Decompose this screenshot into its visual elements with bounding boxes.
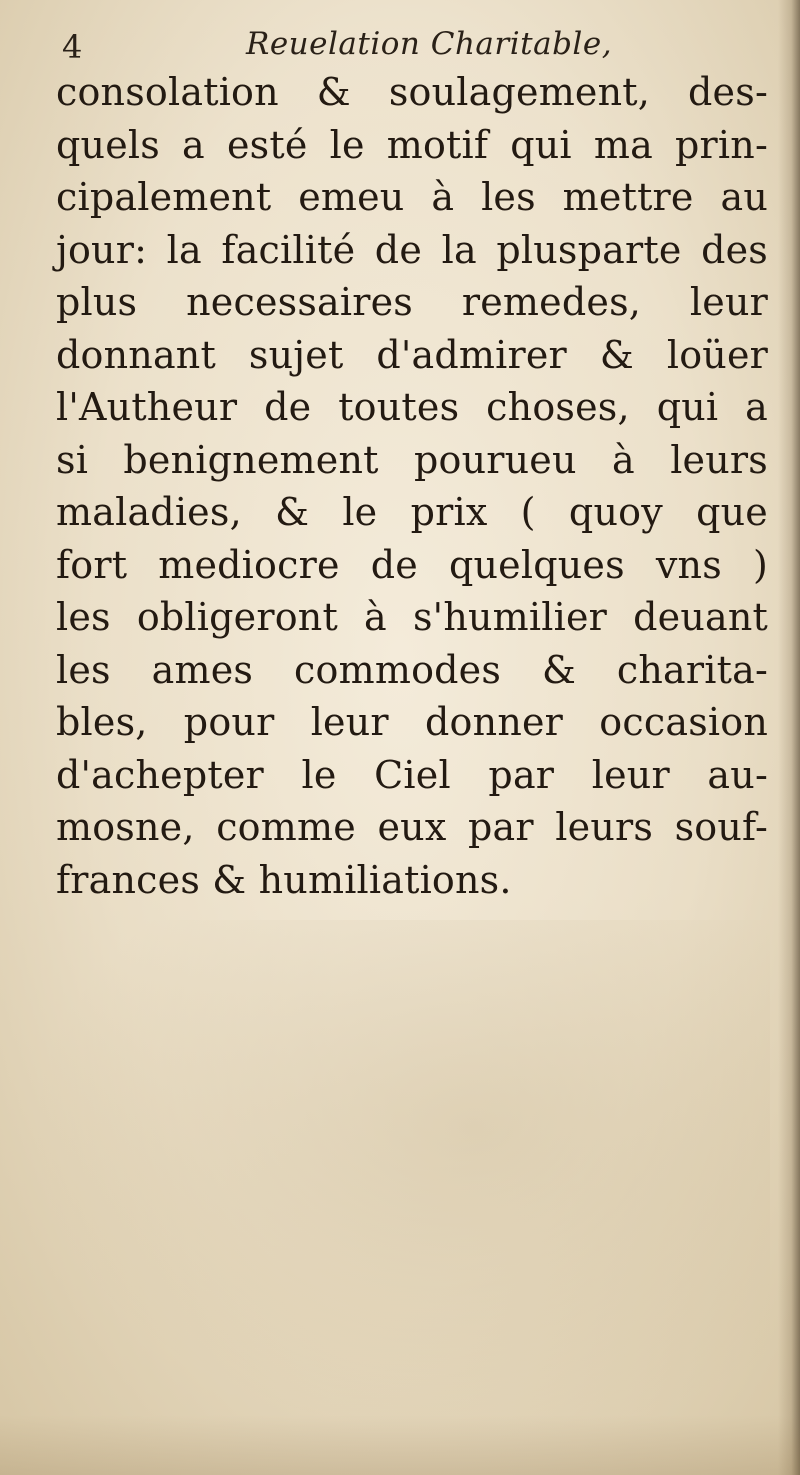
paper-stain: [30, 920, 770, 1440]
text-line: consolation & soulagement, des-: [56, 70, 768, 114]
text-line: frances & humiliations.: [56, 857, 512, 902]
text-line: mosne, comme eux par leurs souf-: [56, 805, 768, 849]
text-line: les ames commodes & charita-: [56, 647, 768, 692]
text-line: donnant sujet d'admirer & loüer: [56, 332, 768, 377]
text-line: jour: la facilité de la plusparte des: [56, 227, 768, 272]
page-number: 4: [62, 28, 83, 66]
text-line: fort mediocre de quelques vns ): [56, 542, 768, 587]
page-bottom-shadow: [0, 1415, 800, 1475]
body-text: [56, 66, 768, 906]
text-line: quels a esté le motif qui ma prin-: [56, 122, 768, 167]
text-line: cipalement emeu à les mettre au: [56, 175, 768, 219]
text-line: l'Autheur de toutes choses, qui a: [56, 385, 768, 429]
text-line: d'achepter le Ciel par leur au-: [56, 752, 768, 797]
text-line: les obligeront à s'humilier deuant: [56, 595, 768, 639]
text-line: plus necessaires remedes, leur: [56, 280, 768, 324]
text-line: maladies, & le prix ( quoy que: [56, 490, 768, 534]
page-edge-shadow: [778, 0, 800, 1475]
running-title: Reuelation Charitable,: [246, 26, 613, 62]
text-line: bles, pour leur donner occasion: [56, 700, 768, 744]
text-line: si benignement pourueu à leurs: [56, 437, 768, 482]
